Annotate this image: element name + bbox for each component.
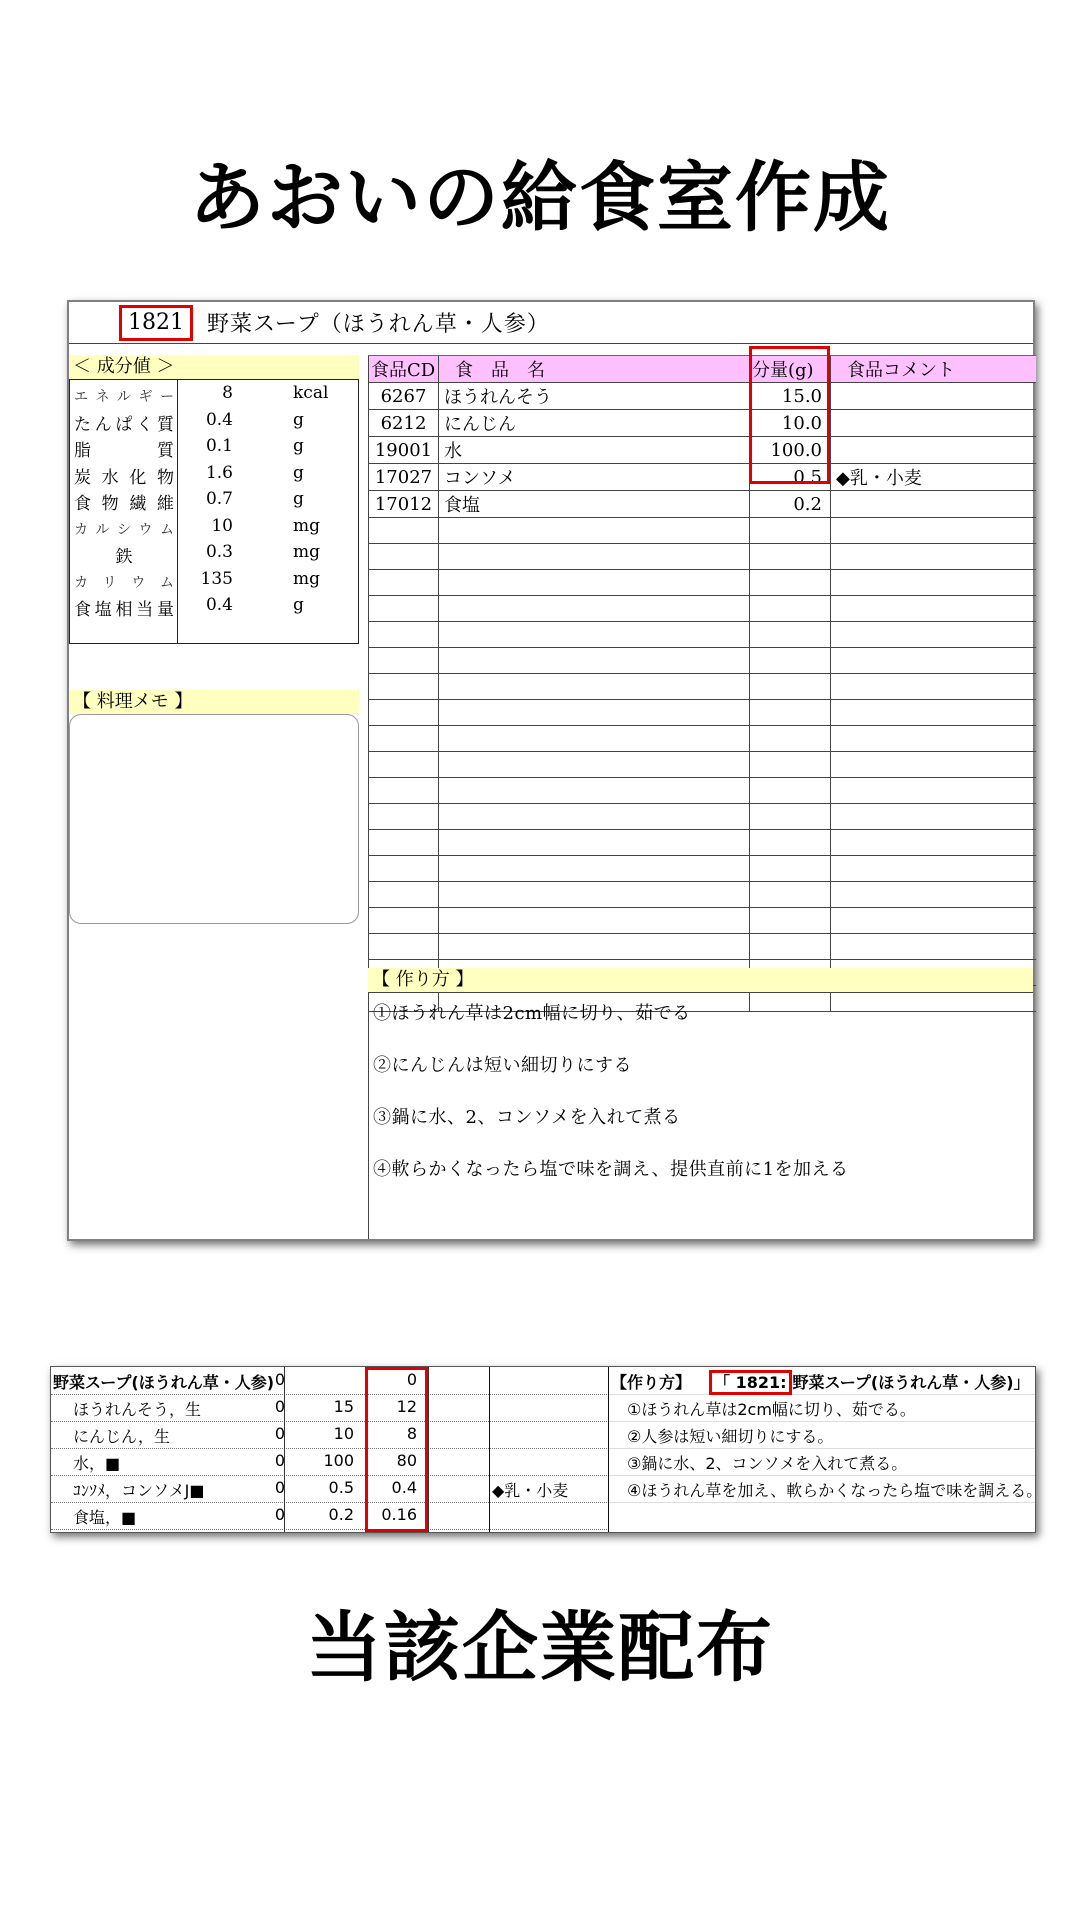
nutrition-row [70,487,358,513]
food-comment-cell[interactable] [831,518,1036,544]
food-code-cell[interactable] [369,934,439,960]
nutrition-unit: g [293,489,304,509]
quantity-cell[interactable]: 100.0 [750,437,831,464]
quantity-cell[interactable] [750,934,831,960]
value-cell: 0 [274,1424,285,1443]
food-code-cell[interactable] [369,544,439,570]
food-name-cell[interactable] [439,596,750,622]
food-name-cell: ほうれんそう，生 [73,1400,202,1419]
column-divider [365,1367,366,1532]
quantity-cell[interactable]: 0.5 [750,464,831,491]
empty-ingredient-row [369,622,1036,648]
nutrition-row [70,408,358,434]
food-code-cell[interactable] [369,648,439,674]
food-name-cell[interactable] [439,518,750,544]
nutrition-label: 食 塩 相 当 量 [74,600,174,620]
food-code-cell[interactable] [369,726,439,752]
ingredient-row [369,383,1036,410]
nutrition-unit: mg [293,515,321,536]
distributed-row [51,1475,607,1503]
empty-ingredient-row [369,648,1036,674]
nutrition-label: エ ネ ル ギ ー [74,389,174,405]
nutrition-unit: kcal [293,383,329,403]
food-name-cell[interactable] [439,622,750,648]
food-comment-cell[interactable] [831,596,1036,622]
food-code-cell[interactable]: 6212 [369,410,439,437]
food-name-cell: ｺﾝｿﾒ，コンソメJ■ [73,1481,205,1500]
method-step: ②人参は短い細切りにする。 [627,1427,834,1446]
quantity-cell[interactable] [750,674,831,700]
food-comment-cell[interactable]: ◆乳・小麦 [831,464,1036,491]
recipe-title-bar [69,302,1033,344]
nutrition-unit: mg [293,568,321,589]
recipe-name: 野菜スープ（ほうれん草・人参） [207,312,550,337]
food-name-cell[interactable] [439,804,750,830]
column-divider [489,1367,490,1532]
nutrition-label: 食 物 繊 維 [74,494,174,514]
value-cell: 12 [396,1397,417,1416]
quantity-cell[interactable]: 15.0 [750,383,831,410]
quantity-cell[interactable] [750,778,831,804]
quantity-cell[interactable] [750,700,831,726]
food-comment-cell[interactable] [831,700,1036,726]
quantity-cell[interactable] [750,752,831,778]
food-code-cell[interactable] [369,622,439,648]
empty-ingredient-row [369,596,1036,622]
ingredient-row [369,410,1036,437]
food-name-cell[interactable] [439,700,750,726]
distributed-row [51,1367,607,1395]
bracket-open: 「 [714,1373,731,1392]
value-cell: 0.4 [391,1478,417,1497]
food-name-cell[interactable]: ほうれんそう [439,383,750,410]
nutrition-value: 0.1 [205,436,233,456]
comment-cell: ◆乳・小麦 [492,1481,569,1500]
quantity-cell[interactable] [750,570,831,596]
empty-ingredient-row [369,570,1036,596]
empty-ingredient-row [369,934,1036,960]
food-code-cell[interactable] [369,518,439,544]
method-step-row [609,1394,1035,1422]
empty-ingredient-row [369,726,1036,752]
food-code-cell[interactable] [369,804,439,830]
food-name-cell[interactable] [439,778,750,804]
value-cell: 0 [274,1478,285,1497]
empty-ingredient-row [369,882,1036,908]
nutrition-value: 135 [200,568,233,589]
value-cell: 0 [274,1397,285,1416]
food-comment-cell[interactable] [831,544,1036,570]
ingredient-row [369,437,1036,464]
food-comment-cell[interactable] [831,622,1036,648]
nutrition-row [70,461,358,487]
nutrition-label: 炭 水 化 物 [74,467,174,488]
food-name-cell: 野菜スープ(ほうれん草・人参) [53,1373,275,1392]
quantity-cell[interactable] [750,596,831,622]
nutrition-label: カ リ ウ ム [74,574,174,591]
food-comment-cell[interactable] [831,804,1036,830]
food-comment-cell[interactable] [831,752,1036,778]
food-comment-cell[interactable] [831,726,1036,752]
nutrition-row [70,567,358,593]
header-food-code: 食品CD [369,356,439,383]
empty-ingredient-row [369,752,1036,778]
food-name-cell[interactable] [439,830,750,856]
value-cell: 0 [406,1370,417,1389]
value-cell: 80 [396,1451,417,1470]
food-name-cell[interactable] [439,934,750,960]
recipe-code-highlight [709,1370,792,1395]
column-divider [284,1367,285,1532]
nutrition-row [70,593,358,619]
food-comment-cell[interactable] [831,437,1036,464]
nutrition-value: 1.6 [205,462,233,483]
method-step-row [609,1421,1035,1449]
quantity-cell[interactable] [750,518,831,544]
food-name-cell[interactable]: 食塩 [439,491,750,518]
nutrition-value: 8 [222,383,233,403]
recipe-card [67,300,1035,1241]
empty-ingredient-row [369,518,1036,544]
quantity-cell: 100 [323,1451,354,1470]
header-food-name: 食 品 名 [439,356,750,383]
quantity-cell[interactable] [750,830,831,856]
empty-ingredient-row [369,804,1036,830]
method-heading: 【 作り方 】 [368,968,1033,992]
quantity-cell[interactable] [750,804,831,830]
empty-ingredient-row [369,674,1036,700]
method-heading: 【作り方】 [611,1373,692,1392]
food-code-cell[interactable] [369,908,439,934]
column-divider [428,1367,429,1532]
food-code-cell[interactable]: 6267 [369,383,439,410]
quantity-cell[interactable]: 0.2 [750,491,831,518]
empty-ingredient-row [369,830,1036,856]
method-step: ①ほうれん草は2cm幅に切り、茹でる。 [627,1400,916,1419]
food-comment-cell[interactable] [831,491,1036,518]
nutrition-unit: mg [293,542,321,562]
food-comment-cell[interactable] [831,778,1036,804]
food-comment-cell[interactable] [831,908,1036,934]
memo-heading: 【 料理メモ 】 [69,690,359,714]
ingredient-row [369,491,1036,518]
food-code-cell[interactable] [369,700,439,726]
distributed-row [51,1394,607,1422]
recipe-code: 1821 [119,305,193,341]
empty-ingredient-row [369,700,1036,726]
nutrition-label: た ん ぱ く 質 [74,414,174,435]
method-step: ②にんじんは短い細切りにする [373,1055,632,1076]
method-recipe-ref [709,1370,1030,1393]
nutrition-label: 鉄 [115,547,133,567]
quantity-cell[interactable] [750,726,831,752]
quantity-cell[interactable]: 10.0 [750,410,831,437]
food-code-cell[interactable] [369,830,439,856]
food-name-cell[interactable]: コンソメ [439,464,750,491]
food-code-cell[interactable]: 17012 [369,491,439,518]
method-step: ③鍋に水、2、コンソメを入れて煮る。 [627,1454,908,1473]
header-quantity: 分量(g) [750,356,831,383]
nutrition-row [70,514,358,540]
quantity-cell[interactable] [750,544,831,570]
empty-ingredient-row [369,778,1036,804]
nutrition-heading: ＜ 成分値 ＞ [69,355,359,379]
method-step: ④軟らかくなったら塩で味を調え、提供直前に1を加える [373,1159,849,1180]
nutrition-row [70,540,358,566]
method-step: ③鍋に水、2、コンソメを入れて煮る [373,1107,681,1128]
food-name-cell[interactable]: 水 [439,437,750,464]
value-cell: 0 [274,1370,285,1389]
food-name-cell[interactable] [439,544,750,570]
recipe-code: 1821: [735,1373,787,1392]
ingredient-row [369,464,1036,491]
food-code-cell[interactable] [369,752,439,778]
method-step-row [609,1475,1043,1503]
distributed-sheet [50,1366,1043,1533]
food-comment-cell[interactable] [831,383,1036,410]
food-code-cell[interactable] [369,856,439,882]
quantity-cell[interactable] [750,882,831,908]
distributed-row [51,1421,607,1449]
quantity-cell[interactable] [750,856,831,882]
nutrition-value: 0.4 [205,595,233,615]
food-code-cell[interactable] [369,674,439,700]
method-header-row [609,1367,1035,1395]
value-cell: 8 [406,1424,417,1443]
food-comment-cell[interactable] [831,648,1036,674]
food-comment-cell[interactable] [831,934,1036,960]
footer-title: 当該企業配布 [306,1603,774,1692]
food-code-cell[interactable] [369,778,439,804]
distributed-row [51,1448,607,1476]
value-cell: 0 [274,1505,285,1524]
food-name-cell[interactable] [439,856,750,882]
recipe-name: 野菜スープ(ほうれん草・人参)」 [792,1373,1030,1392]
header-food-comment: 食品コメント [831,356,1036,383]
quantity-cell: 15 [333,1397,354,1416]
food-comment-cell[interactable] [831,410,1036,437]
food-code-cell[interactable] [369,882,439,908]
food-name-cell[interactable] [439,648,750,674]
nutrition-value: 0.7 [205,489,233,509]
quantity-cell[interactable] [750,908,831,934]
food-name-cell[interactable] [439,752,750,778]
nutrition-value: 10 [211,515,233,536]
food-name-cell[interactable] [439,908,750,934]
quantity-cell: 10 [333,1424,354,1443]
quantity-cell[interactable] [750,648,831,674]
food-name-cell: 水，■ [73,1454,121,1473]
empty-ingredient-row [369,908,1036,934]
nutrition-value: 0.3 [205,542,233,562]
food-name-cell: にんじん，生 [73,1427,170,1446]
ingredients-table [368,355,1036,1012]
food-code-cell[interactable]: 17027 [369,464,439,491]
nutrition-label: 脂 質 [74,441,174,461]
method-step-row [609,1448,1035,1476]
food-name-cell[interactable] [439,570,750,596]
nutrition-value: 0.4 [205,409,233,430]
ingredients-header-row [369,356,1036,383]
food-name-cell[interactable] [439,882,750,908]
nutrition-table [69,379,359,644]
memo-box[interactable] [69,714,359,924]
food-comment-cell[interactable] [831,882,1036,908]
food-code-cell[interactable] [369,570,439,596]
empty-ingredient-row [369,856,1036,882]
nutrition-unit: g [293,595,304,615]
quantity-cell[interactable] [750,622,831,648]
food-code-cell[interactable] [369,596,439,622]
nutrition-row [70,381,358,407]
nutrition-unit: g [293,409,304,430]
nutrition-label: カ ル シ ウ ム [74,521,174,538]
nutrition-unit: g [293,462,304,483]
food-comment-cell[interactable] [831,570,1036,596]
method-step: ①ほうれん草は2cm幅に切り、茹でる [373,1003,691,1024]
nutrition-row [70,434,358,460]
empty-ingredient-row [369,544,1036,570]
food-comment-cell[interactable] [831,856,1036,882]
food-name-cell[interactable] [439,674,750,700]
value-cell: 0 [274,1451,285,1470]
quantity-cell: 0.5 [328,1478,354,1497]
food-code-cell[interactable]: 19001 [369,437,439,464]
method-step: ④ほうれん草を加え、軟らかくなったら塩で味を調える。 [627,1481,1043,1500]
food-name-cell: 食塩，■ [73,1508,137,1527]
nutrition-unit: g [293,436,304,456]
method-box [368,992,1033,1239]
value-cell: 0.16 [381,1505,417,1524]
quantity-cell: 0.2 [328,1505,354,1524]
food-name-cell[interactable] [439,726,750,752]
food-name-cell[interactable]: にんじん [439,410,750,437]
page-title: あおいの給食室作成 [189,153,891,242]
food-comment-cell[interactable] [831,674,1036,700]
distributed-row [51,1502,607,1530]
food-comment-cell[interactable] [831,830,1036,856]
